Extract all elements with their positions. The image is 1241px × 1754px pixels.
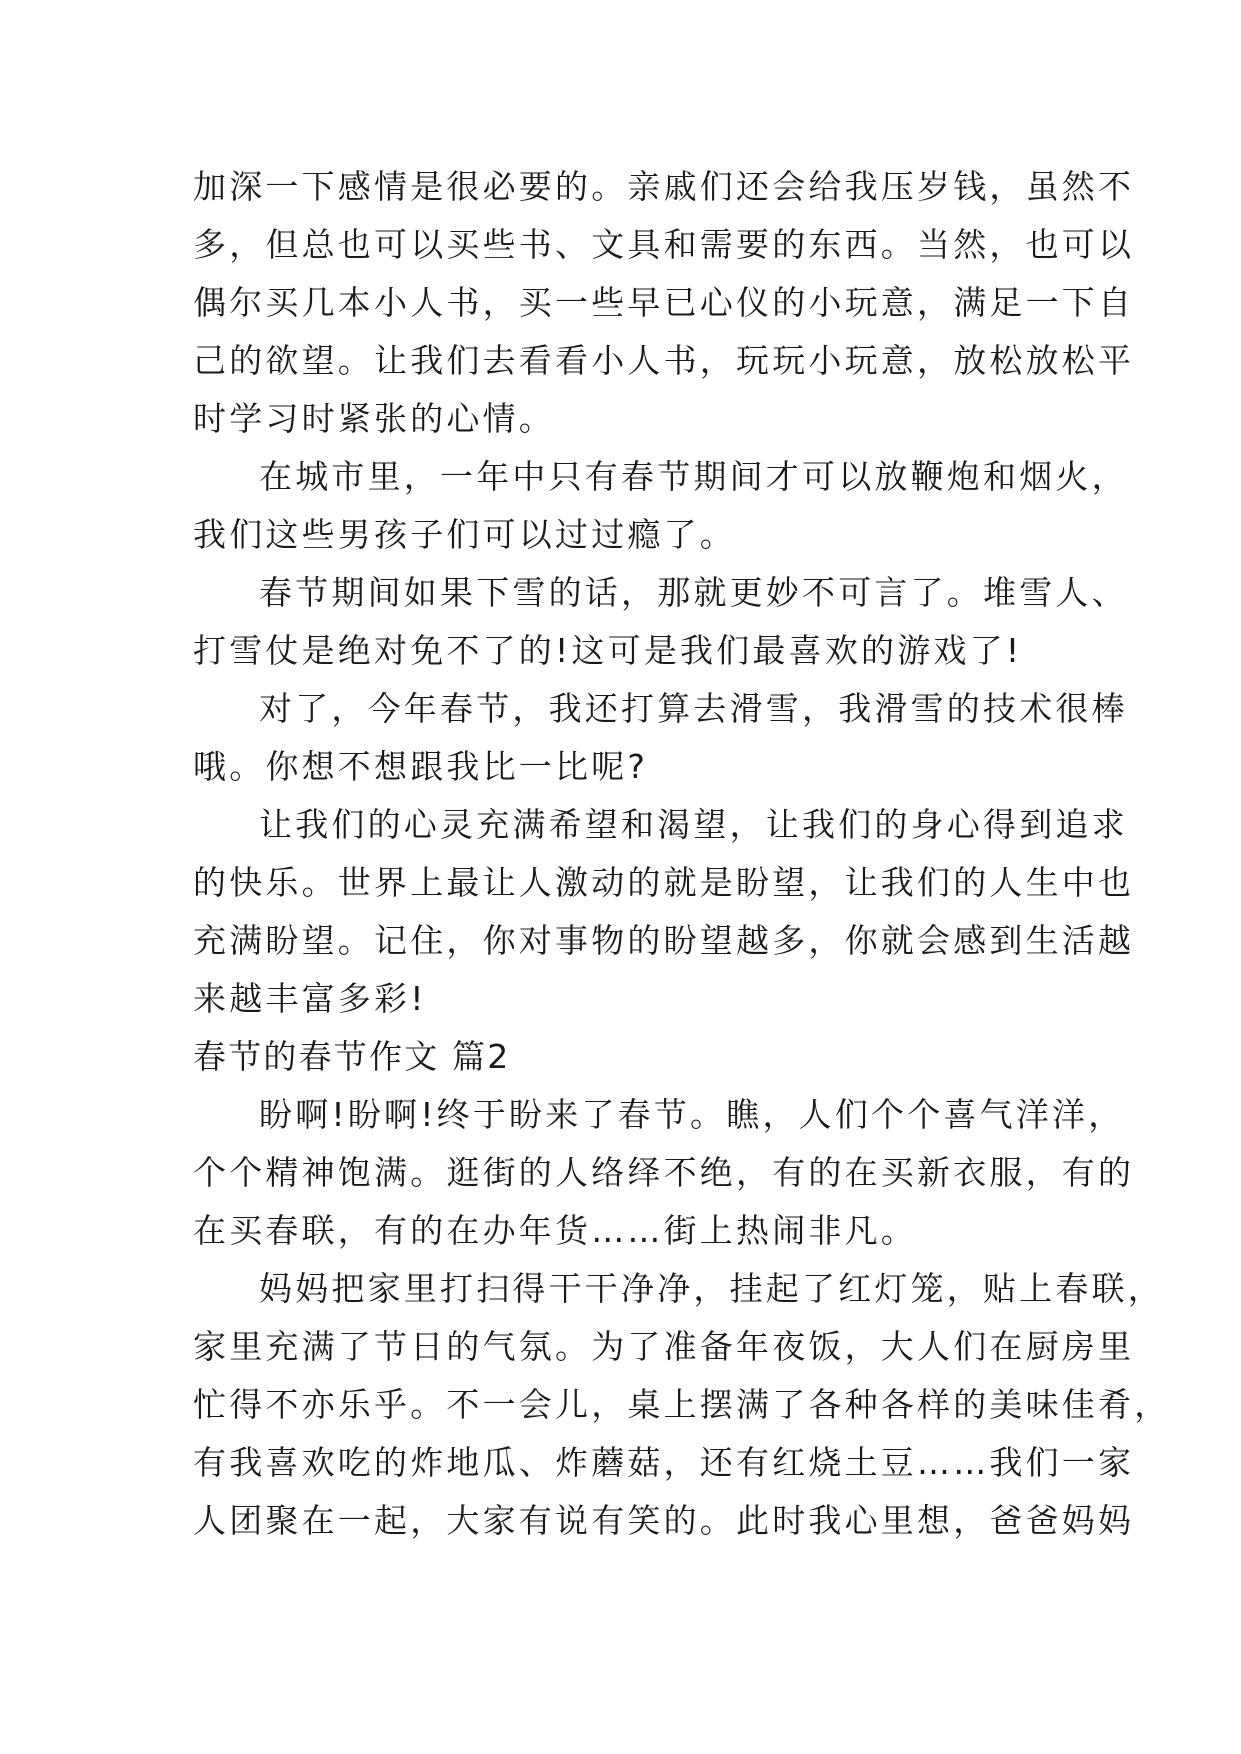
text-line: 家里充满了节日的气氛。为了准备年夜饭，大人们在厨房里	[193, 1327, 1135, 1366]
document-body	[193, 158, 1171, 1550]
text-line: 在买春联，有的在办年货……街上热闹非凡。	[193, 1211, 917, 1250]
paragraph-start-line: 对了，今年春节，我还打算去滑雪，我滑雪的技术很棒	[259, 689, 1128, 728]
text-line: 哦。你想不想跟我比一比呢?	[193, 747, 649, 786]
section-heading: 春节的春节作文 篇2	[193, 1037, 511, 1076]
text-line: 忙得不亦乐乎。不一会儿，桌上摆满了各种各样的美味佳肴，	[193, 1385, 1171, 1424]
text-line: 多，但总也可以买些书、文具和需要的东西。当然，也可以	[193, 225, 1135, 264]
text-line: 的快乐。世界上最让人激动的就是盼望，让我们的人生中也	[193, 863, 1135, 902]
text-line: 充满盼望。记住，你对事物的盼望越多，你就会感到生活越	[193, 921, 1135, 960]
text-line: 个个精神饱满。逛街的人络绎不绝，有的在买新衣服，有的	[193, 1153, 1135, 1192]
text-line: 人团聚在一起，大家有说有笑的。此时我心里想，爸爸妈妈	[193, 1501, 1135, 1540]
paragraph-start-line: 春节期间如果下雪的话，那就更妙不可言了。堆雪人、	[259, 573, 1128, 612]
text-line: 打雪仗是绝对免不了的!这可是我们最喜欢的游戏了!	[193, 631, 1023, 670]
text-line: 时学习时紧张的心情。	[193, 399, 555, 438]
text-line: 加深一下感情是很必要的。亲戚们还会给我压岁钱，虽然不	[193, 167, 1135, 206]
paragraph-start-line: 盼啊!盼啊!终于盼来了春节。瞧，人们个个喜气洋洋，	[259, 1095, 1125, 1134]
text-line: 我们这些男孩子们可以过过瘾了。	[193, 515, 736, 554]
text-line: 有我喜欢吃的炸地瓜、炸蘑菇，还有红烧土豆……我们一家	[193, 1443, 1135, 1482]
paragraph-start-line: 在城市里，一年中只有春节期间才可以放鞭炮和烟火，	[259, 457, 1128, 496]
paragraph-start-line: 让我们的心灵充满希望和渴望，让我们的身心得到追求	[259, 805, 1128, 844]
text-line: 偶尔买几本小人书，买一些早已心仪的小玩意，满足一下自	[193, 283, 1135, 322]
paragraph-start-line: 妈妈把家里打扫得干干净净，挂起了红灯笼，贴上春联，	[259, 1269, 1164, 1308]
text-line: 己的欲望。让我们去看看小人书，玩玩小玩意，放松放松平	[193, 341, 1135, 380]
text-line: 来越丰富多彩!	[193, 979, 427, 1018]
